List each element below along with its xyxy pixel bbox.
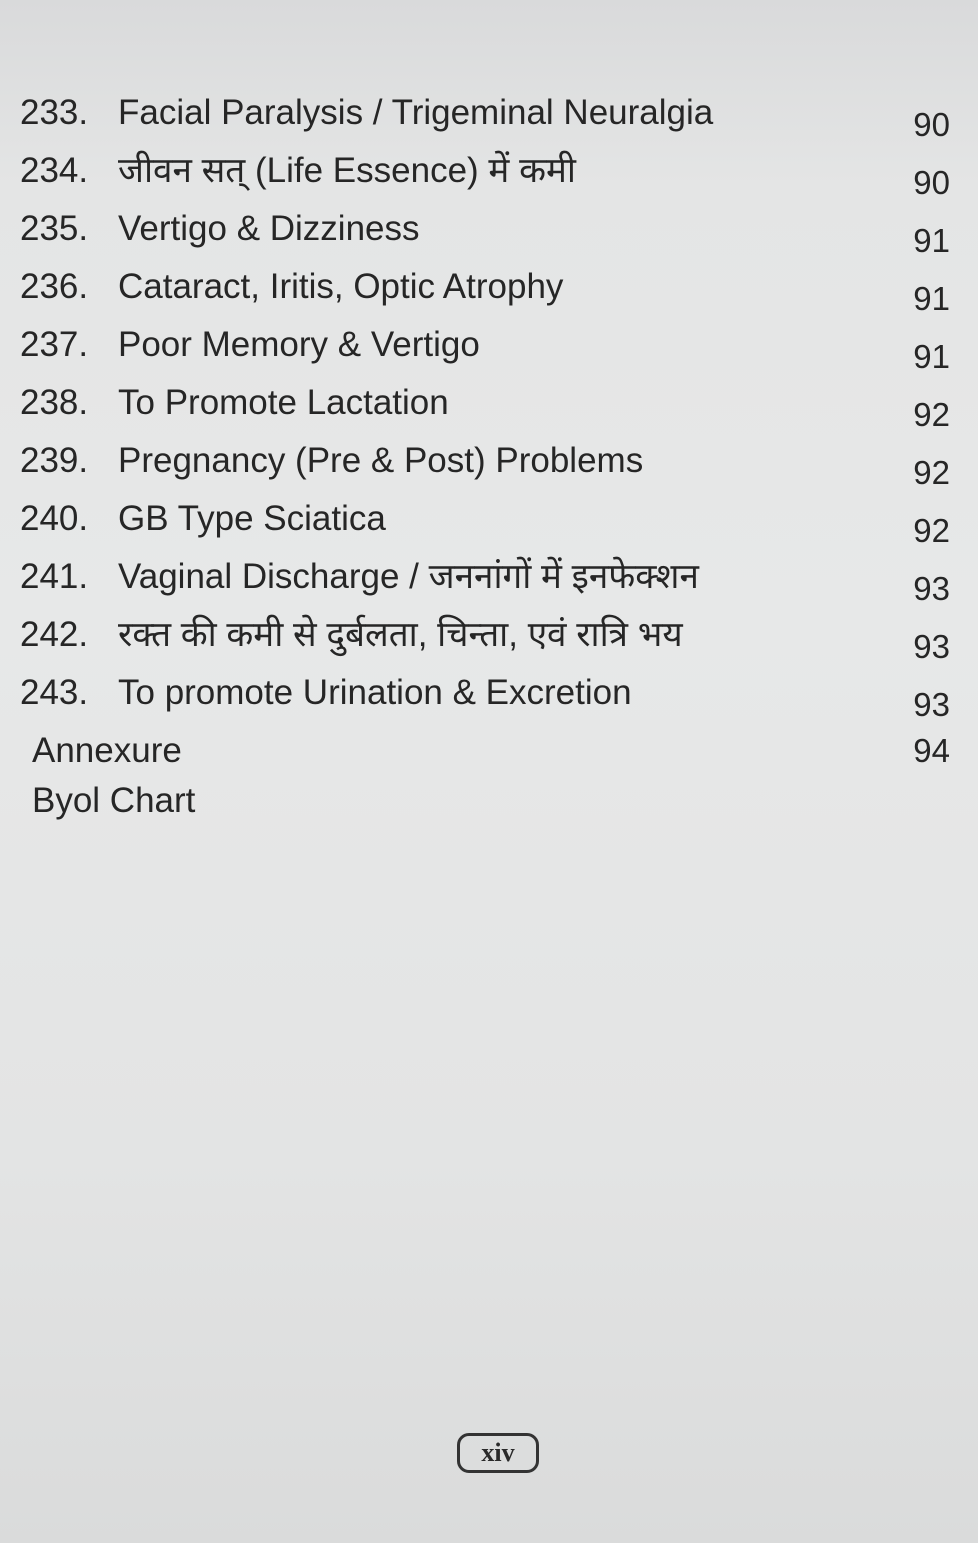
- entry-page: 90: [913, 164, 950, 201]
- entry-page: 93: [913, 628, 950, 665]
- entry-title: Poor Memory & Vertigo: [118, 325, 480, 364]
- entry-page: 93: [913, 570, 950, 607]
- entry-number: 236.: [20, 267, 89, 306]
- toc-entry: [20, 88, 960, 146]
- entry-title: To promote Urination & Excretion: [118, 673, 632, 712]
- entry-title: जीवन सत् (Life Essence) में कमी: [118, 151, 576, 190]
- toc-entry: [20, 320, 960, 378]
- entry-page: 91: [913, 222, 950, 259]
- entry-title: Pregnancy (Pre & Post) Problems: [118, 441, 644, 480]
- entry-number: 239.: [20, 441, 89, 480]
- entry-number: 241.: [20, 557, 89, 596]
- entry-page: 91: [913, 338, 950, 375]
- entry-title: To Promote Lactation: [118, 383, 449, 422]
- entry-number: 238.: [20, 383, 89, 422]
- toc-entry: [20, 378, 960, 436]
- toc-entry: [20, 146, 960, 204]
- toc-byol-chart: [20, 776, 960, 826]
- entry-page: 93: [913, 686, 950, 723]
- toc-entry: [20, 494, 960, 552]
- toc-entry: [20, 436, 960, 494]
- entry-number: 233.: [20, 93, 89, 132]
- entry-title: Cataract, Iritis, Optic Atrophy: [118, 267, 564, 306]
- entry-page: 91: [913, 280, 950, 317]
- entry-page: 90: [913, 106, 950, 143]
- annexure-page: 94: [913, 732, 950, 769]
- toc-entry: [20, 552, 960, 610]
- entry-number: 234.: [20, 151, 89, 190]
- entry-number: 242.: [20, 615, 89, 654]
- toc-entry: [20, 204, 960, 262]
- entry-number: 243.: [20, 673, 89, 712]
- toc-entry: [20, 668, 960, 726]
- entry-title: Facial Paralysis / Trigeminal Neuralgia: [118, 93, 714, 132]
- byol-chart-title: Byol Chart: [32, 781, 196, 820]
- entry-page: 92: [913, 396, 950, 433]
- toc-entry: [20, 262, 960, 320]
- entry-title: Vertigo & Dizziness: [118, 209, 420, 248]
- entry-title: GB Type Sciatica: [118, 499, 386, 538]
- table-of-contents: [20, 88, 960, 826]
- entry-number: 235.: [20, 209, 89, 248]
- entry-title: रक्त की कमी से दुर्बलता, चिन्ता, एवं रात्रि भय: [118, 615, 683, 654]
- annexure-title: Annexure: [32, 731, 182, 770]
- entry-number: 240.: [20, 499, 89, 538]
- entry-page: 92: [913, 454, 950, 491]
- page-folio: xiv: [457, 1433, 539, 1473]
- entry-title: Vaginal Discharge / जननांगों में इनफेक्शन: [118, 557, 699, 596]
- toc-entry: [20, 610, 960, 668]
- entry-number: 237.: [20, 325, 89, 364]
- toc-annexure: [20, 726, 960, 776]
- entry-page: 92: [913, 512, 950, 549]
